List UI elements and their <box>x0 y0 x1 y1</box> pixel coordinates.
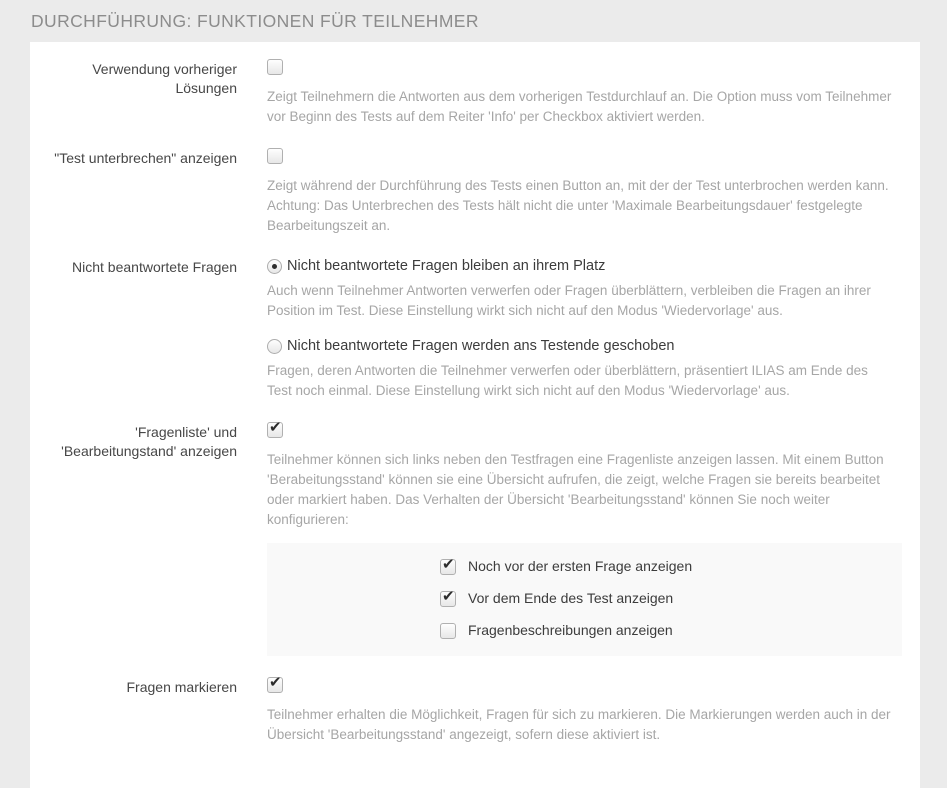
before-first-question-checkbox[interactable] <box>440 559 456 575</box>
settings-panel <box>30 42 920 788</box>
radio-option-label[interactable]: Nicht beantwortete Fragen bleiben an ihrem Platz <box>287 258 606 274</box>
question-descriptions-checkbox[interactable] <box>440 623 456 639</box>
field-description: Zeigt Teilnehmern die Antworten aus dem vorherigen Testdurchlauf an. Die Option muss vom Teilnehmer vor Beginn des Tests auf dem Reiter 'Info' per Checkbox aktiviert werden. <box>267 89 892 124</box>
sub-option-label[interactable]: Noch vor der ersten Frage anzeigen <box>468 558 693 574</box>
keep-in-place-radio[interactable] <box>267 259 282 274</box>
before-test-end-checkbox[interactable] <box>440 591 456 607</box>
radio-option-description: Fragen, deren Antworten die Teilnehmer verwerfen oder überblättern, präsentiert ILIAS am Ende des Test noch einmal. Diese Einstellung wirkt sich nicht auf den Modus 'Wiedervorlage' aus. <box>267 363 868 398</box>
field-content <box>267 148 902 236</box>
form-row-unanswered-questions <box>30 257 902 401</box>
form-row-use-previous-solutions <box>30 59 902 127</box>
field-description: Teilnehmer erhalten die Möglichkeit, Fragen für sich zu markieren. Die Markierungen werden auch in der Übersicht 'Bearbeitungsstand' angezeigt, sofern diese aktiviert ist. <box>267 707 891 742</box>
field-label: 'Fragenliste' und 'Bearbeitungstand' anzeigen <box>61 424 237 459</box>
question-list-checkbox[interactable] <box>267 422 283 438</box>
form-row-question-list-and-status <box>30 422 902 656</box>
radio-option-move-to-end <box>267 337 902 401</box>
field-label: Fragen markieren <box>126 679 237 695</box>
show-test-suspend-checkbox[interactable] <box>267 148 283 164</box>
field-label: "Test unterbrechen" anzeigen <box>54 150 237 166</box>
sub-option-label[interactable]: Fragenbeschreibungen anzeigen <box>468 622 673 638</box>
form-row-mark-questions <box>30 677 902 745</box>
form-row-show-test-suspend <box>30 148 902 236</box>
section-title: DURCHFÜHRUNG: FUNKTIONEN FÜR TEILNEHMER <box>31 11 479 31</box>
sub-option-question-descriptions <box>440 621 902 640</box>
field-description: Zeigt während der Durchführung des Tests einen Button an, mit der der Test unterbrochen werden kann. Achtung: Das Unterbrechen des Tests hält nicht die unter 'Maximale Bearbeitungsdauer' festgelegte Bearbeitungszeit an. <box>267 178 889 233</box>
use-previous-solutions-checkbox[interactable] <box>267 59 283 75</box>
question-list-suboptions-panel <box>267 543 902 656</box>
radio-option-description: Auch wenn Teilnehmer Antworten verwerfen oder Fragen überblättern, verbleiben die Fragen an ihrer Position im Test. Diese Einstellung wirkt sich nicht auf den Modus 'Wiedervorlage' aus. <box>267 283 871 318</box>
field-content <box>267 677 902 745</box>
field-content <box>267 422 902 656</box>
sub-option-before-first-question <box>440 557 902 576</box>
mark-questions-checkbox[interactable] <box>267 677 283 693</box>
radio-option-keep-in-place <box>267 257 902 321</box>
sub-option-label[interactable]: Vor dem Ende des Test anzeigen <box>468 590 674 606</box>
field-description: Teilnehmer können sich links neben den Testfragen eine Fragenliste anzeigen lassen. Mit einem Button 'Berabeitungsstand' können sie eine Übersicht aufrufen, die zeigt, welche Fragen sie bereits bearbeitet oder markiert haben. Das Verhalten der Übersicht 'Bearbeitungsstand' können Sie noch weiter konfigurieren: <box>267 452 884 527</box>
radio-group-unanswered-questions <box>267 257 902 401</box>
field-label: Verwendung vorheriger Lösungen <box>92 61 237 96</box>
field-content <box>267 59 902 127</box>
field-label: Nicht beantwortete Fragen <box>72 259 237 275</box>
radio-option-label[interactable]: Nicht beantwortete Fragen werden ans Testende geschoben <box>287 338 675 354</box>
move-to-end-radio[interactable] <box>267 339 282 354</box>
page-header <box>0 0 947 32</box>
sub-option-before-test-end <box>440 589 902 608</box>
